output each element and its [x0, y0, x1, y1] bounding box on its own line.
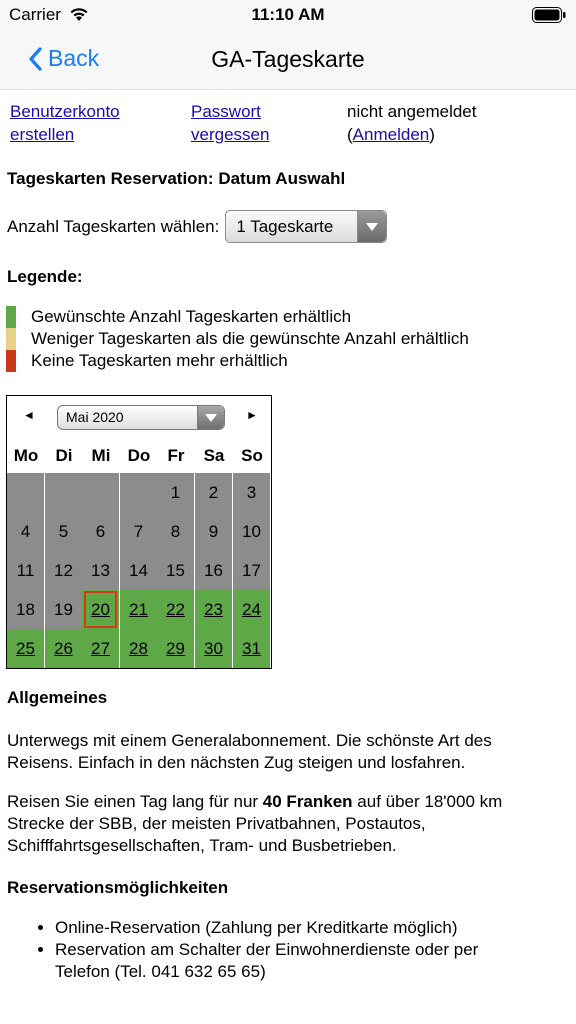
weekday-label: Sa [203, 446, 225, 465]
create-account-link-line1[interactable]: Benutzerkonto [10, 102, 120, 121]
legend-label: Weniger Tageskarten als die gewünschte Anzahl erhältlich [31, 329, 469, 348]
ticket-count-value: 1 Tageskarte [236, 217, 334, 236]
carrier-label: Carrier [9, 5, 61, 24]
selected-day-outline [84, 591, 117, 628]
battery-icon [532, 7, 566, 23]
next-month-icon[interactable]: ► [246, 408, 258, 422]
legend-swatch-green [6, 306, 16, 328]
legend-label: Keine Tageskarten mehr erhältlich [31, 351, 288, 370]
calendar-day-5: 5 [45, 512, 82, 551]
calendar-day-23[interactable]: 23 [195, 590, 232, 629]
calendar-day-13: 13 [82, 551, 119, 590]
ticket-count-select[interactable] [225, 210, 387, 243]
calendar-day-25[interactable]: 25 [7, 629, 44, 668]
calendar-day-21[interactable]: 21 [120, 590, 157, 629]
calendar-day-31[interactable]: 31 [233, 629, 270, 668]
calendar-empty-cell [82, 473, 119, 512]
calendar-week-row [7, 473, 271, 512]
date-calendar [6, 395, 272, 669]
calendar-day-6: 6 [82, 512, 119, 551]
weekday-label: Mo [13, 446, 39, 465]
page-title: GA-Tageskarte [211, 46, 365, 72]
options-heading: Reservationsmöglichkeiten [7, 878, 229, 897]
weekday-label: Mi [91, 446, 111, 465]
reservation-heading: Tageskarten Reservation: Datum Auswahl [7, 169, 346, 188]
calendar-day-16: 16 [195, 551, 232, 590]
calendar-week-row [7, 629, 271, 668]
triangle-down-icon [358, 211, 386, 242]
price-text [7, 791, 547, 857]
calendar-day-9: 9 [195, 512, 232, 551]
legend-label: Gewünschte Anzahl Tageskarten erhältlich [31, 307, 352, 326]
calendar-day-10: 10 [233, 512, 270, 551]
general-heading: Allgemeines [7, 688, 108, 707]
price-text-pre: Reisen Sie einen Tag lang für nur [7, 792, 263, 811]
login-status-text: nicht angemeldet [347, 102, 477, 121]
weekday-label: So [241, 446, 263, 465]
calendar-day-11: 11 [7, 551, 44, 590]
list-item: • Online-Reservation (Zahlung per Kreditkarte möglich) [55, 917, 525, 939]
ticket-count-row [7, 210, 387, 243]
calendar-week-row [7, 551, 271, 590]
calendar-week-row [7, 590, 271, 629]
weekday-label: Do [127, 446, 151, 465]
navigation-bar [0, 30, 576, 90]
calendar-empty-cell [7, 473, 44, 512]
calendar-header [7, 396, 271, 436]
calendar-day-24[interactable]: 24 [233, 590, 270, 629]
calendar-day-1: 1 [157, 473, 194, 512]
calendar-day-3: 3 [233, 473, 270, 512]
forgot-password-link-line2[interactable]: vergessen [191, 125, 270, 144]
calendar-day-26[interactable]: 26 [45, 629, 82, 668]
calendar-day-15: 15 [157, 551, 194, 590]
calendar-day-12: 12 [45, 551, 82, 590]
calendar-day-27[interactable]: 27 [82, 629, 119, 668]
calendar-day-20[interactable]: 20 [82, 590, 119, 629]
legend-swatch-red [6, 350, 16, 372]
triangle-down-icon [198, 406, 224, 429]
create-account-link[interactable] [10, 100, 120, 146]
forgot-password-link-line1[interactable]: Passwort [191, 102, 261, 121]
login-status [347, 100, 476, 146]
weekday-label: Fr [167, 446, 185, 465]
general-text: Unterwegs mit einem Generalabonnement. Die schönste Art des Reisens. Einfach in den nächsten Zug steigen und losfahren. [7, 731, 492, 772]
calendar-day-17: 17 [233, 551, 270, 590]
prev-month-icon[interactable]: ◄ [23, 408, 35, 422]
ticket-count-label: Anzahl Tageskarten wählen: [7, 216, 220, 236]
clock: 11:10 AM [251, 5, 325, 24]
login-paren-open: ( [347, 125, 353, 144]
calendar-day-2: 2 [195, 473, 232, 512]
calendar-empty-cell [120, 473, 157, 512]
price-text-post: auf über 18'000 km Strecke der SBB, der meisten Privatbahnen, Postautos, Schifffahrtsgesellschaften, Tram- und Busbetrieben. [7, 792, 503, 855]
login-link[interactable]: Anmelden [352, 125, 430, 144]
calendar-day-22[interactable]: 22 [157, 590, 194, 629]
calendar-day-29[interactable]: 29 [157, 629, 194, 668]
legend-item-soldout [6, 350, 288, 372]
price-amount: 40 Franken [262, 792, 353, 811]
legend-swatch-yellow [6, 328, 16, 350]
legend-item-available [6, 306, 351, 328]
legend-heading: Legende: [7, 267, 83, 286]
create-account-link-line2[interactable]: erstellen [10, 125, 75, 144]
calendar-day-14: 14 [120, 551, 157, 590]
login-paren-close: ) [429, 125, 435, 144]
status-bar [0, 0, 576, 30]
legend-item-limited [6, 328, 469, 350]
calendar-day-28[interactable]: 28 [120, 629, 157, 668]
month-value: Mai 2020 [66, 409, 124, 425]
calendar-day-4: 4 [7, 512, 44, 551]
calendar-day-30[interactable]: 30 [195, 629, 232, 668]
calendar-day-8: 8 [157, 512, 194, 551]
calendar-day-19: 19 [45, 590, 82, 629]
month-select[interactable] [57, 405, 225, 430]
list-item: • Reservation am Schalter der Einwohnerdienste oder per Telefon (Tel. 041 632 65 65) [55, 939, 525, 983]
back-label: Back [48, 45, 100, 71]
calendar-day-18: 18 [7, 590, 44, 629]
options-list [7, 917, 525, 983]
calendar-empty-cell [45, 473, 82, 512]
month-select-arrow[interactable] [197, 406, 224, 429]
select-arrow-button[interactable] [357, 211, 386, 242]
calendar-day-7: 7 [120, 512, 157, 551]
calendar-week-row [7, 512, 271, 551]
weekday-label: Di [55, 446, 73, 465]
forgot-password-link[interactable] [191, 100, 269, 146]
